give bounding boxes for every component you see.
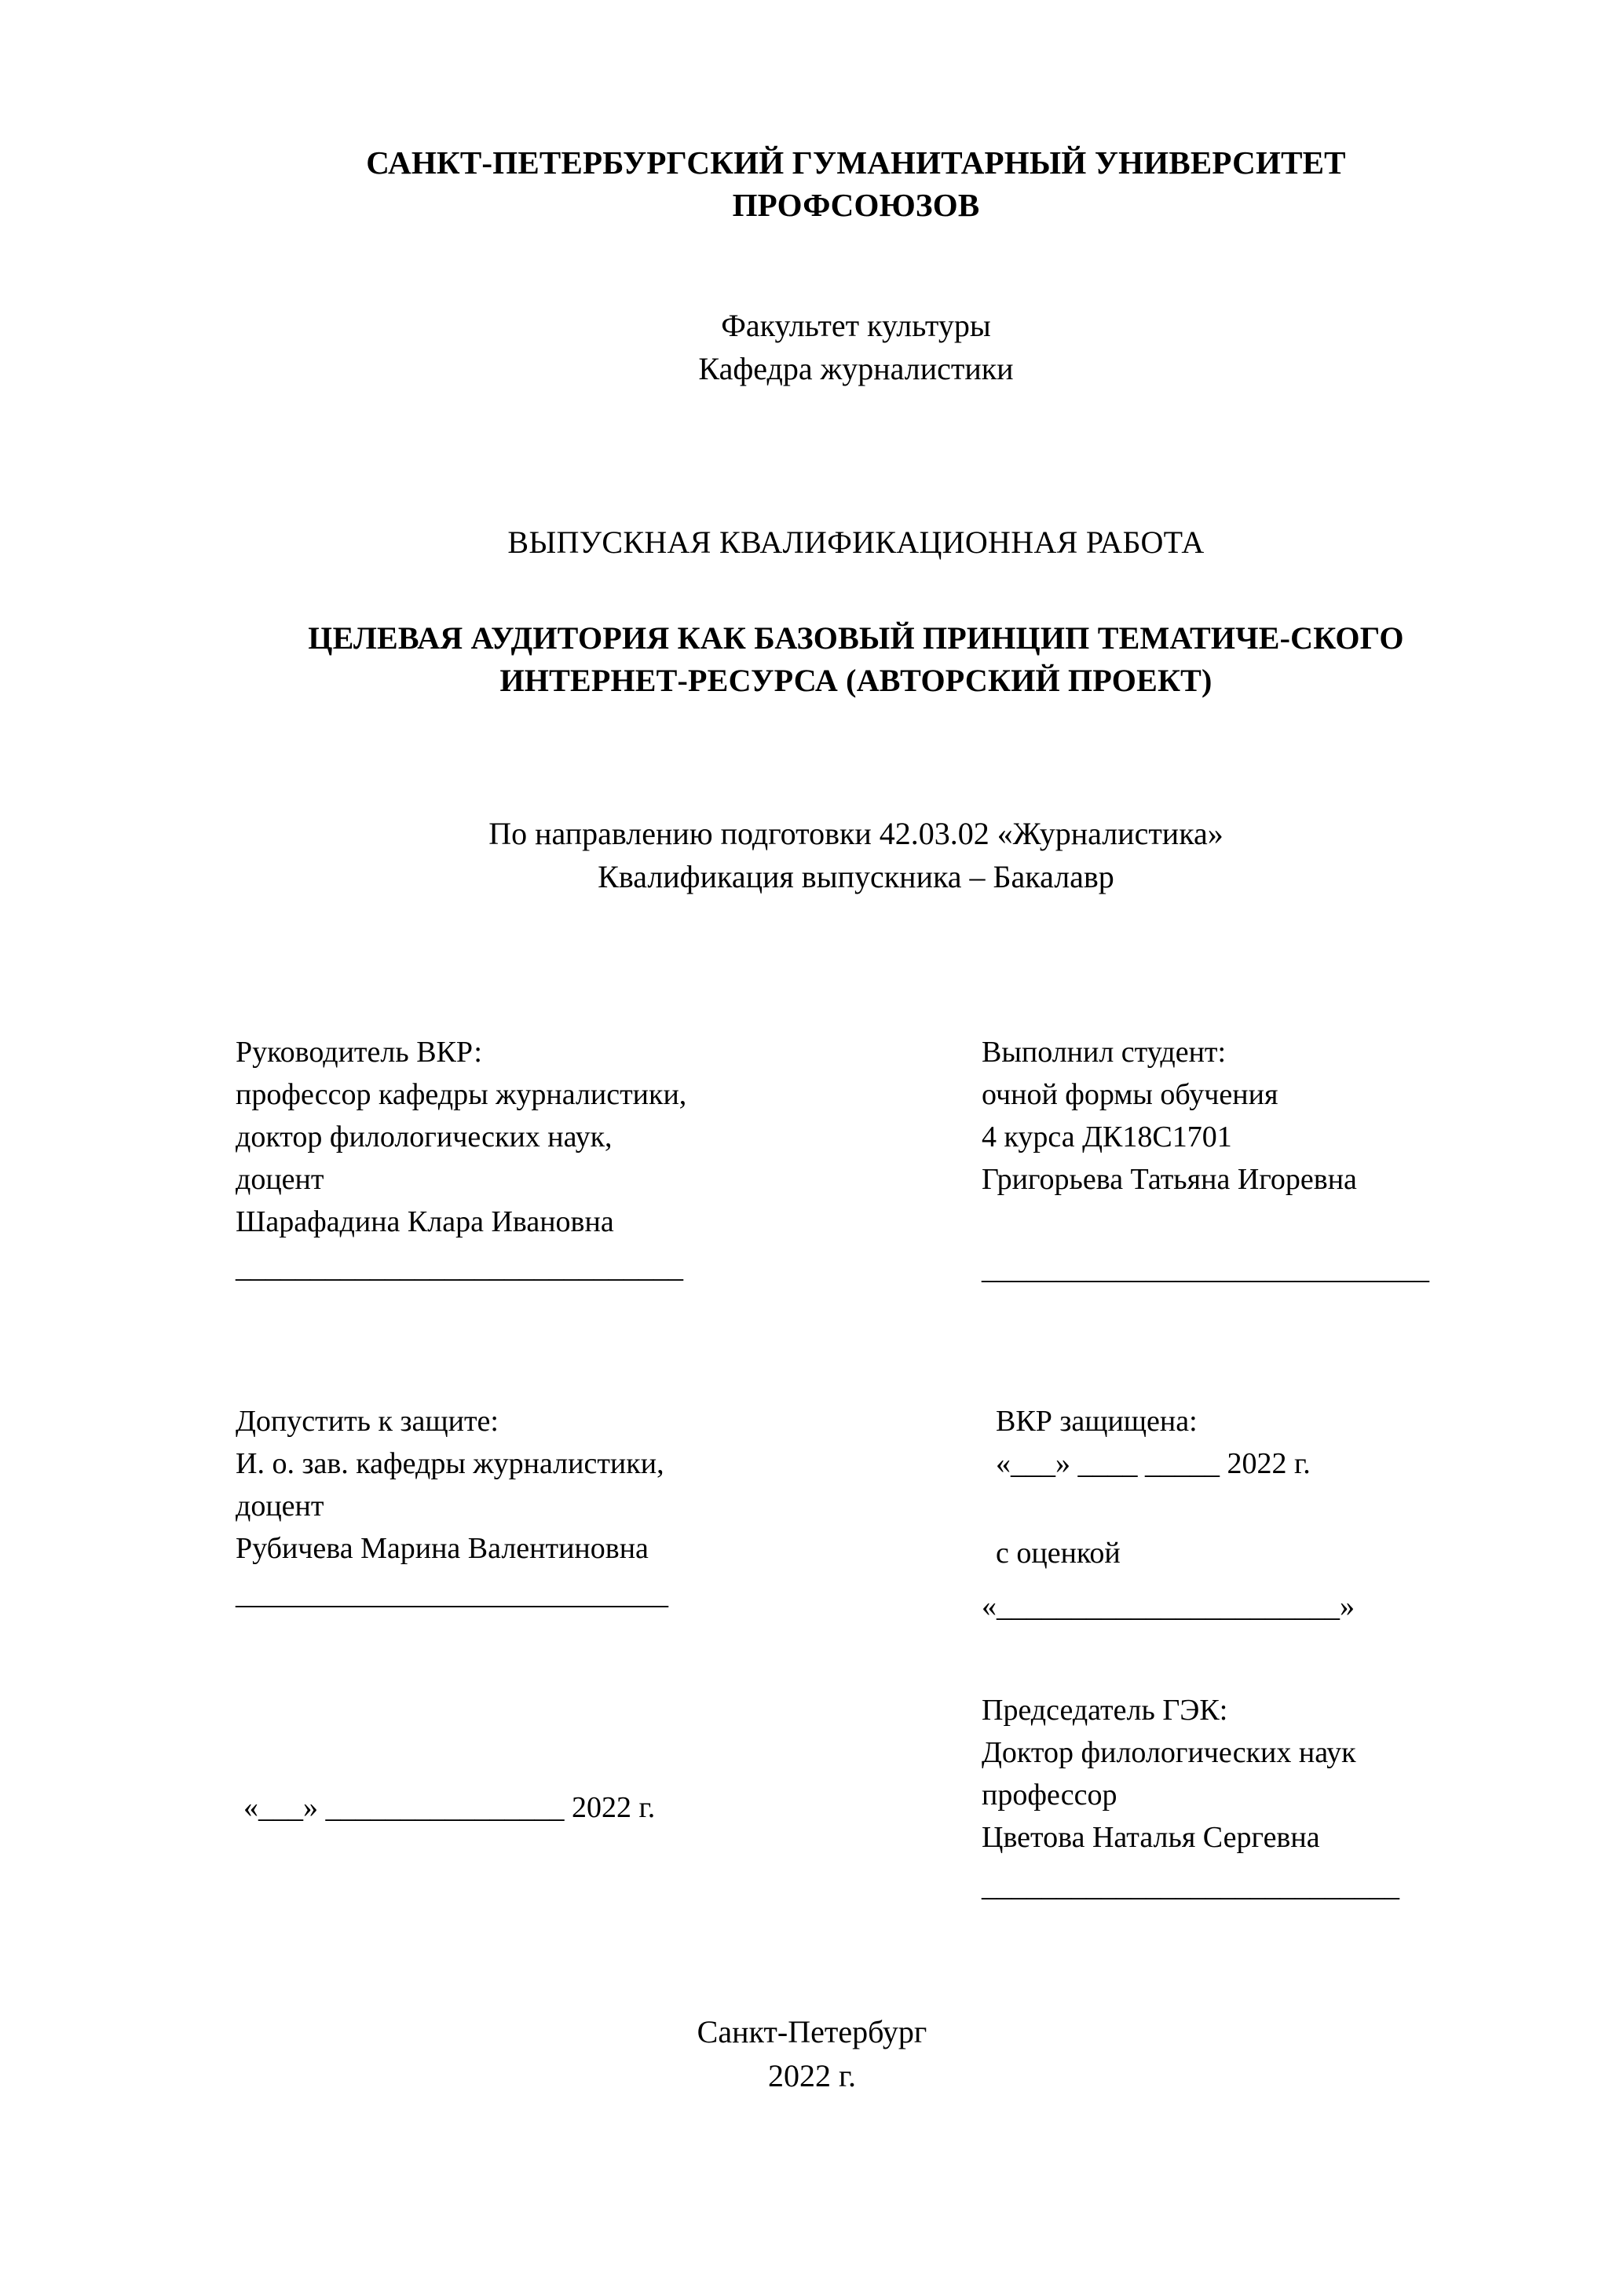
department-name: Кафедра журналистики — [698, 350, 1014, 386]
city: Санкт-Петербург — [697, 2014, 927, 2049]
admission-block — [236, 1401, 817, 1829]
chairman-label: Председатель ГЭК: — [982, 1694, 1228, 1727]
footer-block — [0, 2010, 1624, 2098]
admission-date-line: «___» ________________ 2022 г. — [243, 1790, 656, 1824]
supervisor-block — [236, 1032, 817, 1287]
admission-line-1: И. о. зав. кафедры журналистики, — [236, 1447, 664, 1481]
supervisor-label: Руководитель ВКР: — [236, 1036, 482, 1069]
chairman-line-1: Доктор филологических наук — [982, 1736, 1356, 1770]
title-page-content — [228, 141, 1484, 1951]
qualification: Квалификация выпускника – Бакалавр — [598, 859, 1114, 895]
faculty-block — [228, 305, 1484, 390]
university-title: САНКТ-ПЕТЕРБУРГСКИЙ ГУМАНИТАРНЫЙ УНИВЕРСИТЕТ ПРОФСОЮЗОВ — [366, 144, 1346, 224]
student-label: Выполнил студент: — [982, 1036, 1227, 1069]
chairman-line-2: профессор — [982, 1779, 1117, 1812]
admission-label: Допустить к защите: — [236, 1405, 499, 1439]
admission-name: Рубичева Марина Валентиновна — [236, 1532, 649, 1566]
defense-grade-rule: «_______________________» — [982, 1590, 1355, 1624]
defense-block — [982, 1401, 1531, 1906]
supervisor-name: Шарафадина Клара Ивановна — [236, 1205, 614, 1239]
student-line-2: 4 курса ДК18С1701 — [982, 1121, 1232, 1154]
signatories-row-two — [228, 1401, 1484, 1951]
student-block — [982, 1032, 1531, 1289]
defense-grade-label: с оценкой — [996, 1537, 1121, 1570]
supervisor-line-1: профессор кафедры журналистики, — [236, 1078, 687, 1112]
direction-of-study: По направлению подготовки 42.03.02 «Журналистика» — [488, 816, 1223, 851]
chairman-signature-rule: ____________________________ — [982, 1870, 1399, 1903]
supervisor-line-2: доктор филологических наук, — [236, 1121, 613, 1154]
admission-line-2: доцент — [236, 1490, 324, 1523]
student-signature-rule: ______________________________ — [982, 1252, 1429, 1286]
supervisor-signature-rule: ______________________________ — [236, 1251, 683, 1285]
defense-label: ВКР защищена: — [996, 1405, 1198, 1439]
work-type: ВЫПУСКНАЯ КВАЛИФИКАЦИОННАЯ РАБОТА — [507, 525, 1205, 560]
faculty-name: Факультет культуры — [721, 308, 991, 344]
direction-block — [228, 812, 1484, 898]
student-line-1: очной формы обучения — [982, 1078, 1278, 1112]
work-title: ЦЕЛЕВАЯ АУДИТОРИЯ КАК БАЗОВЫЙ ПРИНЦИП ТЕМАТИЧЕ-СКОГО ИНТЕРНЕТ-РЕСУРСА (АВТОРСКИЙ ПРОЕКТ) — [308, 620, 1404, 698]
admission-signature-rule: _____________________________ — [236, 1578, 668, 1611]
year: 2022 г. — [768, 2058, 856, 2093]
defense-date-line: «___» ____ _____ 2022 г. — [996, 1447, 1311, 1481]
signatories-row-one — [228, 1032, 1484, 1330]
chairman-name: Цветова Наталья Сергевна — [982, 1821, 1320, 1855]
student-name: Григорьева Татьяна Игоревна — [982, 1163, 1357, 1197]
supervisor-line-3: доцент — [236, 1163, 324, 1197]
